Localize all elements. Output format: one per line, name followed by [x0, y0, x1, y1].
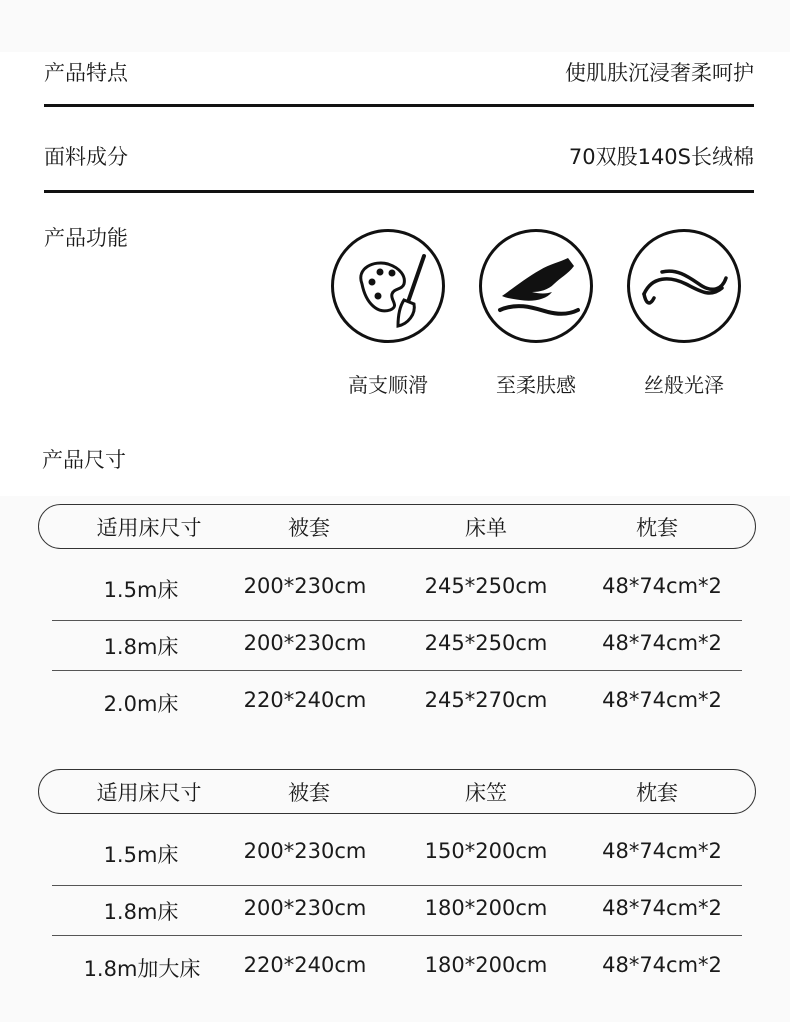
- table-cell: 150*200cm: [424, 839, 548, 863]
- divider-line: [44, 190, 754, 193]
- table-cell: 48*74cm*2: [602, 574, 722, 598]
- table-row: [38, 688, 756, 738]
- table-cell: 1.8m床: [103, 635, 179, 659]
- table-cell: 2.0m床: [103, 692, 179, 716]
- spec-label: 产品特点: [44, 61, 128, 85]
- header-cell: 被套: [288, 781, 330, 805]
- feature-circle: [479, 229, 593, 343]
- hand-icon: [482, 232, 590, 340]
- table-cell: 180*200cm: [424, 953, 548, 977]
- table-row: [38, 574, 756, 624]
- feature-caption: 高支顺滑: [348, 373, 428, 397]
- table-cell: 245*270cm: [424, 688, 548, 712]
- table-cell: 1.8m床: [103, 900, 179, 924]
- header-cell: 适用床尺寸: [96, 516, 202, 540]
- row-divider: [52, 935, 742, 936]
- spec-label: 面料成分: [44, 145, 128, 169]
- table-cell: 48*74cm*2: [602, 688, 722, 712]
- spec-value: 70双股140S长绒棉: [568, 145, 754, 169]
- table-cell: 48*74cm*2: [602, 953, 722, 977]
- palette-brush-icon: [334, 232, 442, 340]
- table-cell: 48*74cm*2: [602, 631, 722, 655]
- header-cell: 床笠: [465, 781, 507, 805]
- feature-caption: 至柔肤感: [496, 373, 576, 397]
- functions-title: 产品功能: [44, 226, 128, 250]
- table-cell: 200*230cm: [243, 631, 367, 655]
- table-cell: 200*230cm: [243, 839, 367, 863]
- row-divider: [52, 670, 742, 671]
- feature-circle: [627, 229, 741, 343]
- table-row: [38, 953, 756, 1003]
- table-cell: 245*250cm: [424, 631, 548, 655]
- feature-circle: [331, 229, 445, 343]
- row-divider: [52, 620, 742, 621]
- table-cell: 1.5m床: [103, 843, 179, 867]
- sizes-title: 产品尺寸: [42, 448, 126, 472]
- feature-smooth: [308, 229, 468, 398]
- table-cell: 180*200cm: [424, 896, 548, 920]
- feature-sheen: [604, 229, 764, 398]
- table-cell: 1.8m加大床: [83, 957, 201, 981]
- table-row: [38, 631, 756, 681]
- table-cell: 220*240cm: [243, 953, 367, 977]
- table-cell: 200*230cm: [243, 574, 367, 598]
- table-cell: 1.5m床: [103, 578, 179, 602]
- header-cell: 床单: [465, 516, 507, 540]
- header-cell: 枕套: [636, 516, 678, 540]
- header-cell: 枕套: [636, 781, 678, 805]
- divider-line: [44, 104, 754, 107]
- feature-soft: [456, 229, 616, 398]
- header-cell: 被套: [288, 516, 330, 540]
- table-cell: 245*250cm: [424, 574, 548, 598]
- table-row: [38, 896, 756, 946]
- header-cell: 适用床尺寸: [96, 781, 202, 805]
- silk-ribbon-icon: [630, 232, 738, 340]
- table-cell: 200*230cm: [243, 896, 367, 920]
- table-cell: 220*240cm: [243, 688, 367, 712]
- row-divider: [52, 885, 742, 886]
- feature-caption: 丝般光泽: [644, 373, 724, 397]
- table-row: [38, 839, 756, 889]
- table-cell: 48*74cm*2: [602, 896, 722, 920]
- table-cell: 48*74cm*2: [602, 839, 722, 863]
- spec-value: 使肌肤沉浸奢柔呵护: [565, 61, 754, 85]
- top-band: [0, 0, 790, 52]
